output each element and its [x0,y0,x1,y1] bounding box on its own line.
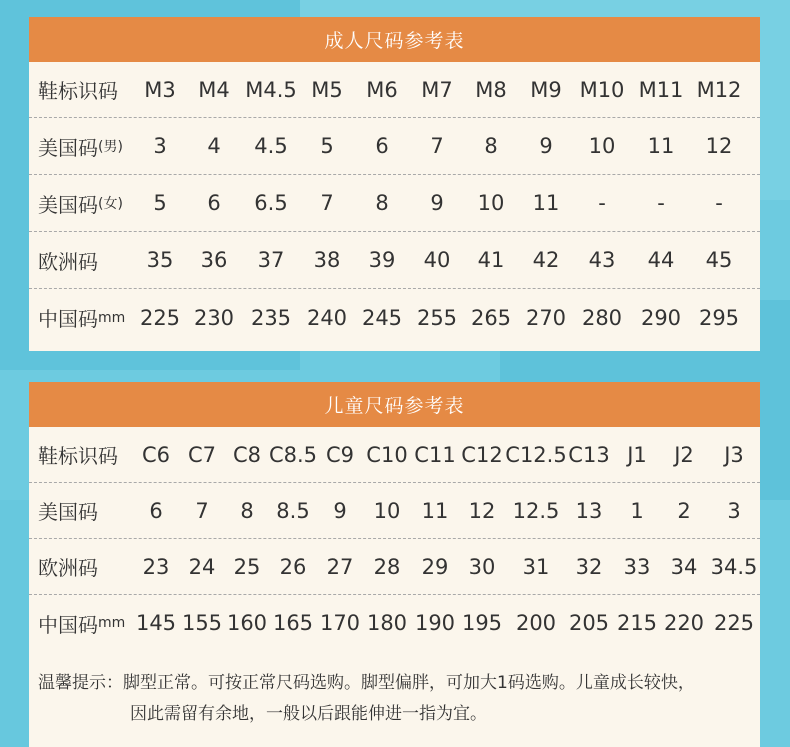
table-cell: 295 [698,305,740,330]
table-cell: C11 [414,442,456,467]
table-cell: 8.5 [276,498,310,523]
kids-size-card [29,382,760,747]
row-label-text: 美国码 [38,500,98,524]
table-cell: 155 [181,611,223,635]
table-cell: 225 [139,305,181,330]
kids-size-table [29,427,760,651]
table-cell: 12.5 [512,498,560,523]
table-cell: 32 [575,554,603,579]
table-cell: 12 [468,498,496,523]
table-cell: M4.5 [245,77,297,102]
table-cell: C7 [187,442,217,467]
table-cell: 24 [188,554,216,579]
table-cell: - [715,191,723,215]
table-cell: J2 [674,442,694,467]
table-cell: 38 [313,248,341,272]
table-cell: 205 [568,611,610,635]
table-cell: 2 [677,498,691,523]
kids-table-row [29,595,760,651]
table-cell: 265 [470,305,512,330]
table-cell: 27 [326,554,354,579]
table-cell: - [598,191,606,215]
table-cell: 200 [515,611,557,635]
adult-table-row [29,175,760,232]
table-cell: 39 [368,248,396,272]
table-cell: 6 [375,134,389,158]
table-cell: 28 [373,554,401,579]
table-cell: 3 [153,134,167,158]
table-cell: 225 [713,611,755,635]
table-cell: M10 [579,77,625,102]
table-cell: 160 [226,611,268,635]
table-cell: 44 [647,248,675,272]
table-cell: J1 [627,442,647,467]
table-cell: 3 [727,498,741,523]
table-cell: 9 [539,134,553,158]
table-cell: 4.5 [254,134,288,158]
table-cell: 230 [193,305,235,330]
size-tip-line1: 温馨提示：脚型正常。可按正常尺码选购。脚型偏胖，可加大1码选购。儿童成长较快， [38,673,695,693]
table-cell: 8 [484,134,498,158]
table-cell: 25 [233,554,261,579]
table-cell: 41 [477,248,505,272]
table-cell: 235 [250,305,292,330]
adult-table-row [29,232,760,289]
table-cell: 45 [705,248,733,272]
table-cell: C13 [568,442,610,467]
table-cell: M6 [366,77,398,102]
row-label-suffix: mm [98,615,126,631]
table-cell: 165 [272,611,314,635]
table-cell: 34 [670,554,698,579]
kids-table-row [29,539,760,595]
row-label-suffix: (男) [98,139,123,155]
table-cell: 31 [522,554,550,579]
table-cell: 4 [207,134,221,158]
table-cell: 6 [149,498,163,523]
kids-size-title: 儿童尺码参考表 [29,382,760,427]
table-cell: 36 [200,248,228,272]
table-cell: 40 [423,248,451,272]
table-cell: M3 [144,77,176,102]
row-label [38,62,118,117]
table-cell: 11 [647,134,675,158]
row-label [38,595,125,651]
table-cell: 35 [146,248,174,272]
row-label-text: 美国码 [38,135,98,160]
table-cell: - [657,191,665,215]
table-cell: 10 [477,191,505,215]
table-cell: 6.5 [254,191,288,215]
row-label-text: 中国码 [38,612,98,637]
table-cell: 195 [461,611,503,635]
table-cell: 12 [705,134,733,158]
table-cell: 10 [588,134,616,158]
table-cell: 34.5 [710,554,758,579]
table-cell: 220 [663,611,705,635]
table-cell: C8.5 [268,442,318,467]
table-cell: M12 [696,77,742,102]
table-cell: 6 [207,191,221,215]
table-cell: 5 [320,134,334,158]
table-cell: 30 [468,554,496,579]
table-cell: 280 [581,305,623,330]
adult-size-title: 成人尺码参考表 [29,17,760,62]
row-label [38,483,98,538]
table-cell: M11 [638,77,684,102]
table-cell: 255 [416,305,458,330]
table-cell: 11 [532,191,560,215]
row-label [38,232,98,288]
row-label-suffix: mm [98,309,126,326]
table-cell: 23 [142,554,170,579]
table-cell: 37 [257,248,285,272]
table-cell: 29 [421,554,449,579]
table-cell: C9 [325,442,355,467]
adult-size-card [29,17,760,351]
table-cell: 180 [366,611,408,635]
table-cell: C8 [232,442,262,467]
row-label-text: 欧洲码 [38,249,98,274]
adult-table-row [29,289,760,346]
table-cell: 5 [153,191,167,215]
row-label-text: 鞋标识码 [38,79,118,103]
table-cell: C6 [141,442,171,467]
adult-table-row [29,62,760,118]
table-cell: 7 [430,134,444,158]
table-cell: 190 [414,611,456,635]
table-cell: 11 [421,498,449,523]
table-cell: 8 [375,191,389,215]
table-cell: M9 [530,77,562,102]
table-cell: 26 [279,554,307,579]
row-label [38,289,125,346]
table-cell: M8 [475,77,507,102]
table-cell: 270 [525,305,567,330]
table-cell: 9 [430,191,444,215]
size-tip-line2: 因此需留有余地，一般以后跟能伸进一指为宜。 [130,704,487,724]
table-cell: 8 [240,498,254,523]
row-label [38,118,123,174]
table-cell: M5 [311,77,343,102]
row-label-text: 美国码 [38,192,98,217]
table-cell: 42 [532,248,560,272]
table-cell: 13 [575,498,603,523]
table-cell: 7 [195,498,209,523]
table-cell: 33 [623,554,651,579]
table-cell: 170 [319,611,361,635]
size-tip [38,668,758,730]
table-cell: 7 [320,191,334,215]
table-cell: 9 [333,498,347,523]
row-label-text: 欧洲码 [38,556,98,580]
kids-table-row [29,427,760,483]
row-label [38,427,118,482]
table-cell: 290 [640,305,682,330]
table-cell: 145 [135,611,177,635]
table-cell: 240 [306,305,348,330]
row-label-text: 中国码 [38,307,98,331]
table-cell: 43 [588,248,616,272]
table-cell: C12 [461,442,503,467]
row-label-text: 鞋标识码 [38,444,118,468]
kids-table-row [29,483,760,539]
row-label-suffix: (女) [98,196,123,212]
table-cell: C10 [366,442,408,467]
table-cell: 10 [373,498,401,523]
table-cell: 215 [616,611,658,635]
table-cell: J3 [724,442,744,467]
table-cell: M7 [421,77,453,102]
table-cell: 1 [630,498,644,523]
adult-table-row [29,118,760,175]
adult-size-table [29,62,760,346]
row-label [38,175,123,231]
row-label [38,539,98,594]
table-cell: M4 [198,77,230,102]
table-cell: C12.5 [505,442,567,467]
table-cell: 245 [361,305,403,330]
